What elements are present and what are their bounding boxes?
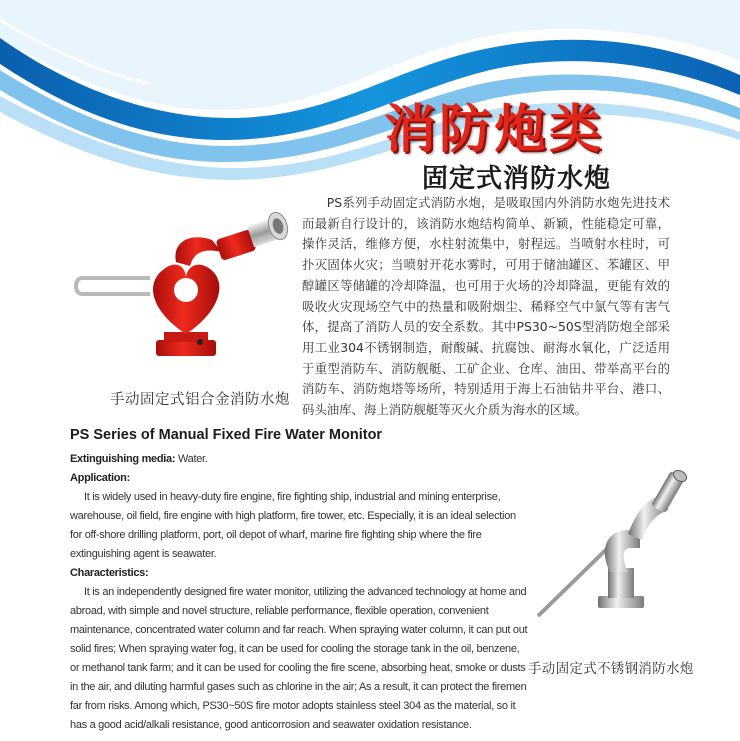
page-subtitle: 固定式消防水炮 [422, 164, 612, 194]
media-label: Extinguishing media: [70, 453, 176, 465]
english-section-title: PS Series of Manual Fixed Fire Water Monitor [70, 427, 383, 443]
characteristics-label: Characteristics: [70, 567, 149, 579]
aluminum-monitor-image [72, 212, 297, 372]
aluminum-monitor-caption: 手动固定式铝合金消防水炮 [110, 392, 290, 408]
extinguishing-media [70, 450, 530, 469]
characteristics-text: It is an independently designed fire water monitor, utilizing the advanced technology at home and abroad, with simple and novel structure, reliable performance, flexible operation, convenient maintenance, concentrated water column and far reach. When spraying water column, it can put out solid fires; When spraying water fog, it can be used for cooling the storage tank in the oil, benzene, or methanol tank farm; and it can be used for cooling the fire scene, absorbing heat, smoke or dusts in the air, and diluting harmful gases such as chlorine in the air; As a result, it can protect the firemen far from risks. Among which, PS30~50S fire motor adopts stainless steel 304 as the material, so it has a good acid/alkali resistance, good anticorrosion and seawater oxidation resistance. [70, 586, 528, 731]
stainless-monitor-caption: 手动固定式不锈钢消防水炮 [528, 657, 694, 677]
application-label: Application: [70, 472, 130, 484]
media-value: Water. [175, 453, 208, 465]
stainless-monitor-image [528, 468, 703, 618]
english-section-body [70, 450, 530, 735]
application-text: It is widely used in heavy-duty fire engine, fire fighting ship, industrial and mining enterprise, warehouse, oil field, fire engine with high platform, fire tower, etc. Especially, it is an ideal selection for off-shore drilling platform, port, oil depot of wharf, marine fire fighting ship where the fire extinguishing agent is seawater. [70, 491, 516, 560]
chinese-description: PS系列手动固定式消防水炮，是吸取国内外消防水炮先进技术而最新自行设计的，该消防水炮结构简单、新颖，性能稳定可靠，操作灵活，维修方便，水柱射流集中，射程远。当喷射水柱时，可扑灭固体火灾；当喷射开花水雾时，可用于储油罐区、苯罐区、甲醇罐区等储罐的冷却降温，也可用于火场的冷却降温，更能有效的吸收火灾现场空气中的热量和吸附烟尘、稀释空气中氯气等有害气体，提高了消防人员的安全系数。其中PS30~50S型消防炮全部采用工业304不锈钢制造，耐酸碱、抗腐蚀、耐海水氧化，广泛适用于重型消防车、消防舰艇、工矿企业、仓库、油田、带举高平台的消防车、消防炮塔等场所，特别适用于海上石油钻井平台、港口、码头油库、海上消防舰艇等灭火介质为海水的区域。 [302, 195, 670, 418]
page-title: 消防炮类 [384, 100, 605, 160]
wave-decoration [0, 0, 740, 200]
